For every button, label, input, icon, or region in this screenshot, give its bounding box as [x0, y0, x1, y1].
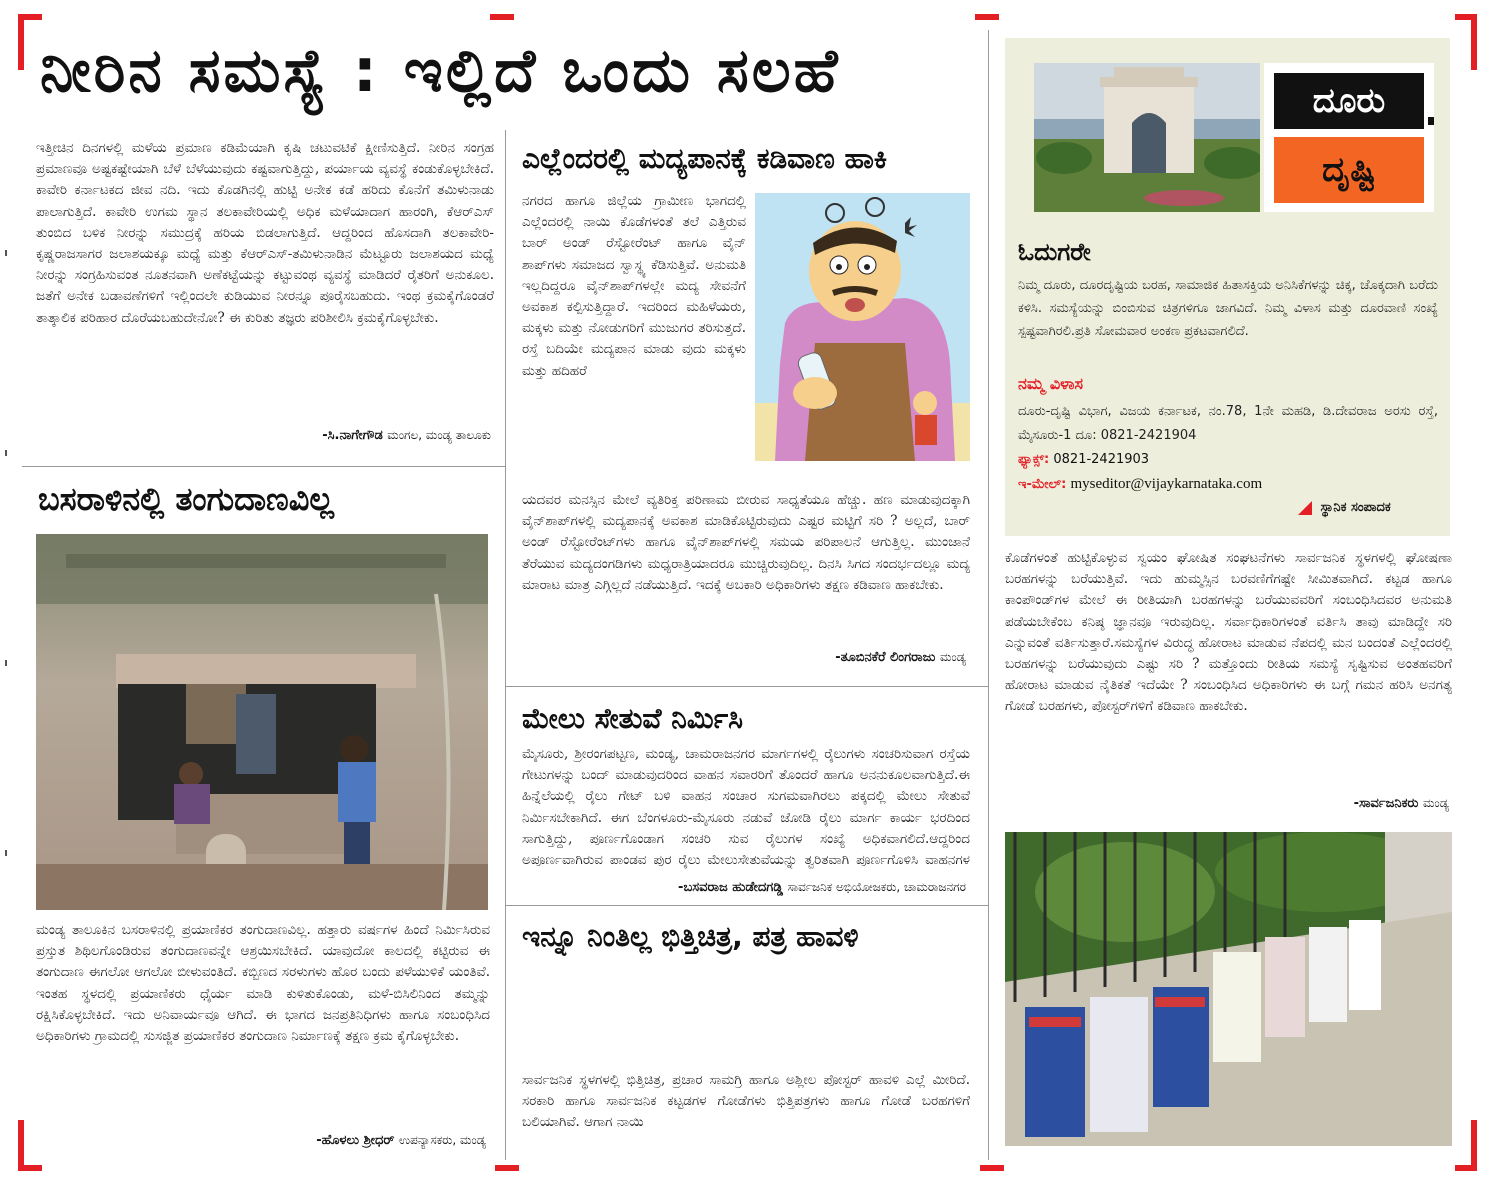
crop-mark	[1471, 1120, 1477, 1171]
wall-text: ಸಾರ್ವಜನಿಕ ಸ್ಥಳಗಳಲ್ಲಿ ಭಿತ್ತಿಚಿತ್ರ, ಪ್ರಚಾರ ಸಾಮಗ್ರಿ ಹಾಗೂ ಅಶ್ಲೀಲ ಪೋಸ್ಟರ್ ಹಾವಳಿ ಎಲ್ಲೆ ಮೀರಿದೆ. ಸರಕಾರಿ ಹಾಗೂ ಸಾರ್ವಜನಿಕ ಕಟ್ಟಡಗಳ ಗೋಡೆಗಳು ಭಿತ್ತಿಪತ್ರಗಳು ಹಾಗೂ ಗೋಡೆ ಬರಹಗಳಿಗೆ ಬಲಿಯಾಗಿವೆ. ಆಗಾಗ ನಾಯಿ	[522, 1072, 970, 1131]
bus-stop-body	[36, 920, 490, 1126]
logo-dot	[1428, 117, 1434, 125]
wall-byline	[1354, 796, 1449, 811]
column-rule	[505, 130, 506, 1160]
email-label: ಇ-ಮೇಲ್:	[1018, 477, 1067, 492]
section-rule	[22, 466, 505, 467]
bus-stop-headline: ಬಸರಾಳಿನಲ್ಲಿ ತಂಗುದಾಣವಿಲ್ಲ	[38, 480, 334, 518]
byline-place: ಉಪನ್ಯಾಸಕರು, ಮಂಡ್ಯ	[399, 1133, 486, 1147]
readers-paragraph: ನಿಮ್ಮ ದೂರು, ದೂರದೃಷ್ಟಿಯ ಬರಹ, ಸಾಮಾಜಿಕ ಹಿತಾಸಕ್ತಿಯ ಅನಿಸಿಕೆಗಳನ್ನು ಚಿಕ್ಕ, ಚೊಕ್ಕದಾಗಿ ಬರೆದು ಕಳಿಸಿ. ಸಮಸ್ಯೆಯನ್ನು ಬಿಂಬಿಸುವ ಚಿತ್ರಗಳಿಗೂ ಜಾಗವಿದೆ. ನಿಮ್ಮ ವಿಳಾಸ ಮತ್ತು ದೂರವಾಣಿ ಸಂಖ್ಯೆ ಸ್ಪಷ್ಟವಾಗಿರಲಿ.ಪ್ರತಿ ಸೋಮವಾರ ಅಂಕಣ ಪ್ರಕಟವಾಗಲಿದೆ.	[1018, 278, 1438, 339]
logo-top: ದೂರು	[1274, 73, 1424, 129]
editor-marker-icon	[1298, 501, 1312, 515]
crop-mark	[1471, 14, 1477, 70]
main-story-byline	[322, 428, 491, 443]
readers-text	[1018, 274, 1438, 370]
margin-dot	[5, 850, 7, 856]
column-rule	[988, 30, 989, 1160]
crop-mark	[495, 1165, 519, 1171]
address-heading: ನಮ್ಮ ವಿಳಾಸ	[1018, 374, 1084, 393]
main-story-body	[36, 138, 494, 418]
section-rule	[506, 686, 988, 687]
byline-author: -ತೂಬಿನಕೆರೆ ಲಿಂಗರಾಜು	[835, 650, 936, 665]
byline-place: ಮಂಡ್ಯ	[939, 650, 966, 664]
fax-number: 0821-2421903	[1053, 452, 1150, 467]
crop-mark	[980, 1165, 1004, 1171]
bus-stop-byline	[316, 1133, 486, 1148]
liquor-byline	[835, 650, 966, 665]
email-address[interactable]: myseditor@vijaykarnataka.com	[1070, 476, 1263, 492]
byline-author: -ಸಿ.ನಾಗೇಗೌಡ	[322, 428, 383, 443]
liquor-text-full: ಯದವರ ಮನಸ್ಸಿನ ಮೇಲೆ ವ್ಯತಿರಿಕ್ತ ಪರಿಣಾಮ ಬೀರುವ ಸಾಧ್ಯತೆಯೂ ಹೆಚ್ಚು. ಹಣ ಮಾಡುವುದಕ್ಕಾಗಿ ವೈನ್‌ಶಾಪ್‌ಗಳಲ್ಲಿ ಮದ್ಯಪಾನಕ್ಕೆ ಅವಕಾಶ ಮಾಡಿಕೊಟ್ಟಿರುವುದು ಎಷ್ಟರ ಮಟ್ಟಿಗೆ ಸರಿ ? ಅಲ್ಲದೆ, ಬಾರ್ ಅಂಡ್ ರೆಸ್ಟೋರೆಂಟ್‌ಗಳು ಹಾಗೂ ವೈನ್‌ಶಾಪ್‌ಗಳಲ್ಲಿ ಸಮಯ ಪರಿಪಾಲನೆ ಆಗುತ್ತಿಲ್ಲ. ಮುಂಜಾನೆ ತೆರೆಯುವ ಮದ್ಯದಂಗಡಿಗಳು ಮಧ್ಯರಾತ್ರಿಯಾದರೂ ಮುಚ್ಚಿರುವುದಿಲ್ಲ. ದಿನಸಿ ಸಿಗದ ಸಂದರ್ಭದಲ್ಲೂ ಮದ್ಯ ಮಾರಾಟ ಮಾತ್ರ ಎಗ್ಗಿಲ್ಲದೆ ನಡೆಯುತ್ತಿದೆ. ಇದಕ್ಕೆ ಅಬಕಾರಿ ಅಧಿಕಾರಿಗಳು ತಕ್ಷಣ ಕಡಿವಾಣ ಹಾಕಬೇಕು.	[522, 492, 970, 593]
bridge-headline: ಮೇಲು ಸೇತುವೆ ನಿರ್ಮಿಸಿ	[522, 702, 743, 735]
crop-mark	[975, 14, 999, 20]
wall-headline: ಇನ್ನೂ ನಿಂತಿಲ್ಲ ಭಿತ್ತಿಚಿತ್ರ, ಪತ್ರ ಹಾವಳಿ	[522, 920, 859, 953]
liquor-text-wrapped: ನಗರದ ಹಾಗೂ ಜಿಲ್ಲೆಯ ಗ್ರಾಮೀಣ ಭಾಗದಲ್ಲಿ ಎಲ್ಲೆಂದರಲ್ಲಿ ನಾಯಿ ಕೊಡೆಗಳಂತೆ ತಲೆ ಎತ್ತಿರುವ ಬಾರ್ ಅಂಡ್ ರೆಸ್ಟೋರೆಂಟ್ ಹಾಗೂ ವೈನ್ ಶಾಪ್‌ಗಳು ಸಮಾಜದ ಸ್ವಾಸ್ಥ್ಯ ಕೆಡಿಸುತ್ತಿವೆ. ಅನುಮತಿ ಇಲ್ಲದಿದ್ದರೂ ವೈನ್‌ಶಾಪ್‌ಗಳಲ್ಲೇ ಮದ್ಯ ಸೇವನೆಗೆ ಅವಕಾಶ ಕಲ್ಪಿಸುತ್ತಿದ್ದಾರೆ. ಇದರಿಂದ ಮಹಿಳೆಯರು, ಮಕ್ಕಳು ಮತ್ತು ನೋಡುಗರಿಗೆ ಮುಜುಗರ ತರಿಸುತ್ತದೆ. ರಸ್ತೆ ಬದಿಯೇ ಮದ್ಯಪಾನ ಮಾಡು ವುದು ಮಕ್ಕಳು ಮತ್ತು ಹದಿಹರೆ	[522, 193, 746, 379]
readers-heading: ಓದುಗರೇ	[1018, 238, 1091, 266]
byline-place: ಸಾರ್ವಜನಿಕ ಅಭಿಯೋಜಕರು, ಚಾಮರಾಜನಗರ	[787, 880, 966, 894]
main-headline: ನೀರಿನ ಸಮಸ್ಯೆ : ಇಲ್ಲಿದೆ ಒಂದು ಸಲಹೆ	[40, 36, 841, 106]
byline-place: ಮಂಗಲ, ಮಂಡ್ಯ ತಾಲೂಕು	[387, 428, 491, 442]
byline-place: ಮಂಡ್ಯ	[1422, 796, 1449, 810]
margin-dot	[5, 450, 7, 456]
editor-signature	[1298, 500, 1391, 515]
wall-story-continued	[1005, 548, 1452, 782]
byline-author: -ಹೊಳಲು ಶ್ರೀಧರ್	[316, 1133, 395, 1148]
wall-continued-text: ಕೊಡೆಗಳಂತೆ ಹುಟ್ಟಿಕೊಳ್ಳುವ ಸ್ವಯಂ ಘೋಷಿತ ಸಂಘಟನೆಗಳು ಸಾರ್ವಜನಿಕ ಸ್ಥಳಗಳಲ್ಲಿ ಘೋಷಣಾ ಬರಹಗಳನ್ನು ಬರೆಯುತ್ತಿವೆ. ಇದು ಹುಮ್ಮಸ್ಸಿನ ಬರವಣಿಗೆಗಷ್ಟೇ ಸೀಮಿತವಾಗಿದೆ. ಕಟ್ಟಡ ಹಾಗೂ ಕಾಂಪೌಂಡ್‌ಗಳ ಮೇಲೆ ಈ ರೀತಿಯಾಗಿ ಬರಹಗಳನ್ನು ಬರೆಯುವವರಿಗೆ ಸಂಬಂಧಿಸಿದವರ ಅನುಮತಿ ಪಡೆಯಬೇಕೆಂಬ ಕನಿಷ್ಠ ಜ್ಞಾನವೂ ಇರುವುದಿಲ್ಲ. ಸರ್ವಾಧಿಕಾರಿಗಳಂತೆ ವರ್ತಿಸಿ ತಾವು ಮಾಡಿದ್ದೇ ಸರಿ ಎನ್ನುವಂತೆ ವರ್ತಿಸುತ್ತಾರೆ.ಸಮಸ್ಯೆಗಳ ವಿರುದ್ಧ ಹೋರಾಟ ಮಾಡುವ ನೆಪದಲ್ಲಿ ಮನ ಬಂದಂತೆ ಎಲ್ಲೆಂದರಲ್ಲಿ ಬರಹಗಳನ್ನು ಬರೆಯುವುದು ಎಷ್ಟು ಸರಿ ? ಮತ್ತೊಂದು ರೀತಿಯ ಸಮಸ್ಯೆ ಸೃಷ್ಟಿಸುವ ಅಂತಹವರಿಗೆ ಹೋರಾಟ ಮಾಡುವ ನೈತಿಕತೆ ಇದೆಯೇ ? ಸಂಬಂಧಿಸಿದ ಅಧಿಕಾರಿಗಳು ಈ ಬಗ್ಗೆ ಗಮನ ಹರಿಸಿ ಅನಗತ್ಯ ಗೋಡೆ ಬರಹಗಳು, ಪೋಸ್ಟರ್‌ಗಳಿಗೆ ಕಡಿವಾಣ ಹಾಕಬೇಕು.	[1005, 550, 1452, 715]
fax-label: ಫ್ಯಾಕ್ಸ್:	[1018, 452, 1050, 467]
wall-body	[522, 1070, 970, 1158]
crop-mark	[18, 14, 24, 70]
liquor-body-wrapped	[522, 191, 746, 489]
bridge-body	[522, 744, 970, 872]
margin-dot	[5, 660, 7, 666]
address-paragraph: ದೂರು-ದೃಷ್ಟಿ ವಿಭಾಗ, ವಿಜಯ ಕರ್ನಾಟಕ, ನಂ.78, 1ನೇ ಮಹಡಿ, ಡಿ.ದೇವರಾಜ ಅರಸು ರಸ್ತೆ, ಮೈಸೂರು-1 ದೂ: 0821-2421904	[1018, 404, 1438, 443]
logo-bottom: ದೃಷ್ಟಿ	[1274, 137, 1424, 203]
crop-mark	[490, 14, 514, 20]
email-line	[1018, 476, 1262, 493]
byline-author: -ಬಸವರಾಜ ಹುಡೇದಗಡ್ಡಿ	[678, 880, 783, 895]
mysore-gate-photo	[1034, 63, 1260, 212]
section-rule	[506, 905, 988, 906]
bridge-text: ಮೈಸೂರು, ಶ್ರೀರಂಗಪಟ್ಟಣ, ಮಂಡ್ಯ, ಚಾಮರಾಜನಗರ ಮಾರ್ಗಗಳಲ್ಲಿ ರೈಲುಗಳು ಸಂಚರಿಸುವಾಗ ರಸ್ತೆಯ ಗೇಟುಗಳನ್ನು ಬಂದ್ ಮಾಡುವುದರಿಂದ ವಾಹನ ಸವಾರರಿಗೆ ತೊಂದರೆ ಹಾಗೂ ಅನನುಕೂಲವಾಗುತ್ತಿದೆ.ಈ ಹಿನ್ನೆಲೆಯಲ್ಲಿ ರೈಲು ಗೇಟ್ ಬಳಿ ವಾಹನ ಸಂಚಾರ ಸುಗಮವಾಗಿರಲು ಪಕ್ಕದಲ್ಲಿ ಮೇಲು ಸೇತುವೆ ನಿರ್ಮಿಸಬೇಕಾಗಿದೆ. ಈಗ ಬೆಂಗಳೂರು-ಮೈಸೂರು ನಡುವೆ ಜೋಡಿ ರೈಲು ಮಾರ್ಗ ಕಾರ್ಯ ಭರದಿಂದ ಸಾಗುತ್ತಿದ್ದು, ಪೂರ್ಣಗೊಂಡಾಗ ಸಂಚರಿ ಸುವ ರೈಲುಗಳ ಸಂಖ್ಯೆ ಅಧಿಕವಾಗಲಿದೆ.ಆದ್ದರಿಂದ ಅಪೂರ್ಣವಾಗಿರುವ ಪಾಂಡವ ಪುರ ರೈಲು ಮೇಲುಸೇತುವೆಯನ್ನು ತ್ವರಿತವಾಗಿ ಪೂರ್ಣಗೊಳಿಸಿ ವಾಹನಗಳ	[522, 746, 970, 869]
drunk-man-cartoon	[755, 193, 970, 461]
wall-posters-photo	[1005, 832, 1452, 1146]
bridge-byline	[678, 880, 966, 895]
bus-stop-text: ಮಂಡ್ಯ ತಾಲೂಕಿನ ಬಸರಾಳಿನಲ್ಲಿ ಪ್ರಯಾಣಿಕರ ತಂಗುದಾಣವಿಲ್ಲ. ಹತ್ತಾರು ವರ್ಷಗಳ ಹಿಂದೆ ನಿರ್ಮಿಸಿರುವ ಪ್ರಸ್ತುತ ಶಿಥಿಲಗೊಂಡಿರುವ ತಂಗುದಾಣವನ್ನೇ ಆಶ್ರಯಿಸಬೇಕಿದೆ. ಯಾವುದೋ ಕಾಲದಲ್ಲಿ ಕಟ್ಟಿರುವ ಈ ತಂಗುದಾಣ ಈಗಲೋ ಆಗಲೋ ಬೀಳುವಂತಿದೆ. ಕಬ್ಬಿಣದ ಸರಳುಗಳು ಹೊರ ಬಂದು ಪಳೆಯುಳಿಕೆ ಯಂತಿವೆ. ಇಂತಹ ಸ್ಥಳದಲ್ಲಿ ಪ್ರಯಾಣಿಕರು ಧೈರ್ಯ ಮಾಡಿ ಕುಳಿತುಕೊಂಡು, ಮಳೆ-ಬಿಸಿಲಿನಿಂದ ತಮ್ಮನ್ನು ರಕ್ಷಿಸಿಕೊಳ್ಳಬೇಕಿದೆ. ಇದು ಅನಿವಾರ್ಯವೂ ಆಗಿದೆ. ಈ ಭಾಗದ ಜನಪ್ರತಿನಿಧಿಗಳು ಹಾಗೂ ಸಂಬಂಧಿಸಿದ ಅಧಿಕಾರಿಗಳು ಗ್ರಾಮದಲ್ಲಿ ಸುಸಜ್ಜಿತ ಪ್ರಯಾಣಿಕರ ತಂಗುದಾಣ ನಿರ್ಮಾಣಕ್ಕೆ ತಕ್ಷಣ ಕ್ರಮ ಕೈಗೊಳ್ಳಬೇಕು.	[36, 922, 490, 1045]
main-story-text: ಇತ್ತೀಚಿನ ದಿನಗಳಲ್ಲಿ ಮಳೆಯ ಪ್ರಮಾಣ ಕಡಿಮೆಯಾಗಿ ಕೃಷಿ ಚಟುವಟಿಕೆ ಕ್ಷೀಣಿಸುತ್ತಿದೆ. ನೀರಿನ ಸಂಗ್ರಹ ಪ್ರಮಾಣವೂ ಅಷ್ಟಕಷ್ಟೇಯಾಗಿ ಬೆಳೆ ಬೆಳೆಯುವುದು ಕಷ್ಟವಾಗುತ್ತಿದ್ದು, ಪರ್ಯಾಯ ವ್ಯವಸ್ಥೆ ಕಂಡುಕೊಳ್ಳಬೇಕಿದೆ. ಕಾವೇರಿ ಕರ್ನಾಟಕದ ಜೀವ ನದಿ. ಇದು ಕೊಡಗಿನಲ್ಲಿ ಹುಟ್ಟಿ ಅನೇಕ ಕಡೆ ಹರಿದು ಕೊನೆಗೆ ತಮಿಳುನಾಡು ಪಾಲಾಗುತ್ತಿದೆ. ಕಾವೇರಿ ಉಗಮ ಸ್ಥಾನ ತಲಕಾವೇರಿಯಲ್ಲಿ ಅಧಿಕ ಮಳೆಯಾದಾಗ ಹಾರಂಗಿ, ಕೆಆರ್‌ಎಸ್ ತುಂಬಿದ ಬಳಿಕ ನೀರನ್ನು ಸಮುದ್ರಕ್ಕೆ ಹರಿಯ ಬಿಡಲಾಗುತ್ತಿದೆ. ಆದ್ದರಿಂದ ಹೊಸದಾಗಿ ತಲಕಾವೇರಿ-ಕೃಷ್ಣರಾಜಸಾಗರ ಜಲಾಶಯಕ್ಕೂ ಮಧ್ಯೆ ಮತ್ತು ಕೆಆರ್‌ಎಸ್-ತಮಿಳುನಾಡಿನ ಮೆಟ್ಟೂರು ಜಲಾಶಯದ ಮಧ್ಯೆ ನೀರನ್ನು ಸಂಗ್ರಹಿಸುವಂತ ನೂತನವಾಗಿ ಅಣೆಕಟ್ಟೆಯನ್ನು ಕಟ್ಟುವಂಥ ವ್ಯವಸ್ಥೆ ಮಾಡಿದರೆ ರೈತರಿಗೆ ಅನುಕೂಲ. ಜತೆಗೆ ಅನೇಕ ಬಡಾವಣೆಗಳಿಗೆ ಇಲ್ಲಿಂದಲೇ ಕುಡಿಯುವ ನೀರನ್ನೂ ಪೂರೈಸಬಹುದು. ಇಂಥ ಕ್ರಮಕೈಗೊಂಡರೆ ತಾತ್ಕಾಲಿಕ ಪರಿಹಾರ ದೊರೆಯಬಹುದೇನೋ? ಈ ಕುರಿತು ತಜ್ಞರು ಪರಿಶೀಲಿಸಿ ಕ್ರಮಕೈಗೊಳ್ಳಬೇಕು.	[36, 140, 494, 326]
byline-author: -ಸಾರ್ವಜನಿಕರು	[1353, 796, 1419, 811]
editor-title: ಸ್ಥಾನಿಕ ಸಂಪಾದಕ	[1320, 500, 1391, 515]
liquor-headline: ಎಲ್ಲೆಂದರಲ್ಲಿ ಮದ್ಯಪಾನಕ್ಕೆ ಕಡಿವಾಣ ಹಾಕಿ	[522, 142, 887, 175]
bus-stop-photo	[36, 534, 488, 910]
crop-mark	[18, 1120, 24, 1171]
margin-dot	[5, 250, 7, 256]
fax-line	[1018, 452, 1149, 467]
address-text	[1018, 400, 1438, 448]
liquor-body-full	[522, 490, 970, 640]
duru-drishti-logo	[1264, 63, 1434, 212]
